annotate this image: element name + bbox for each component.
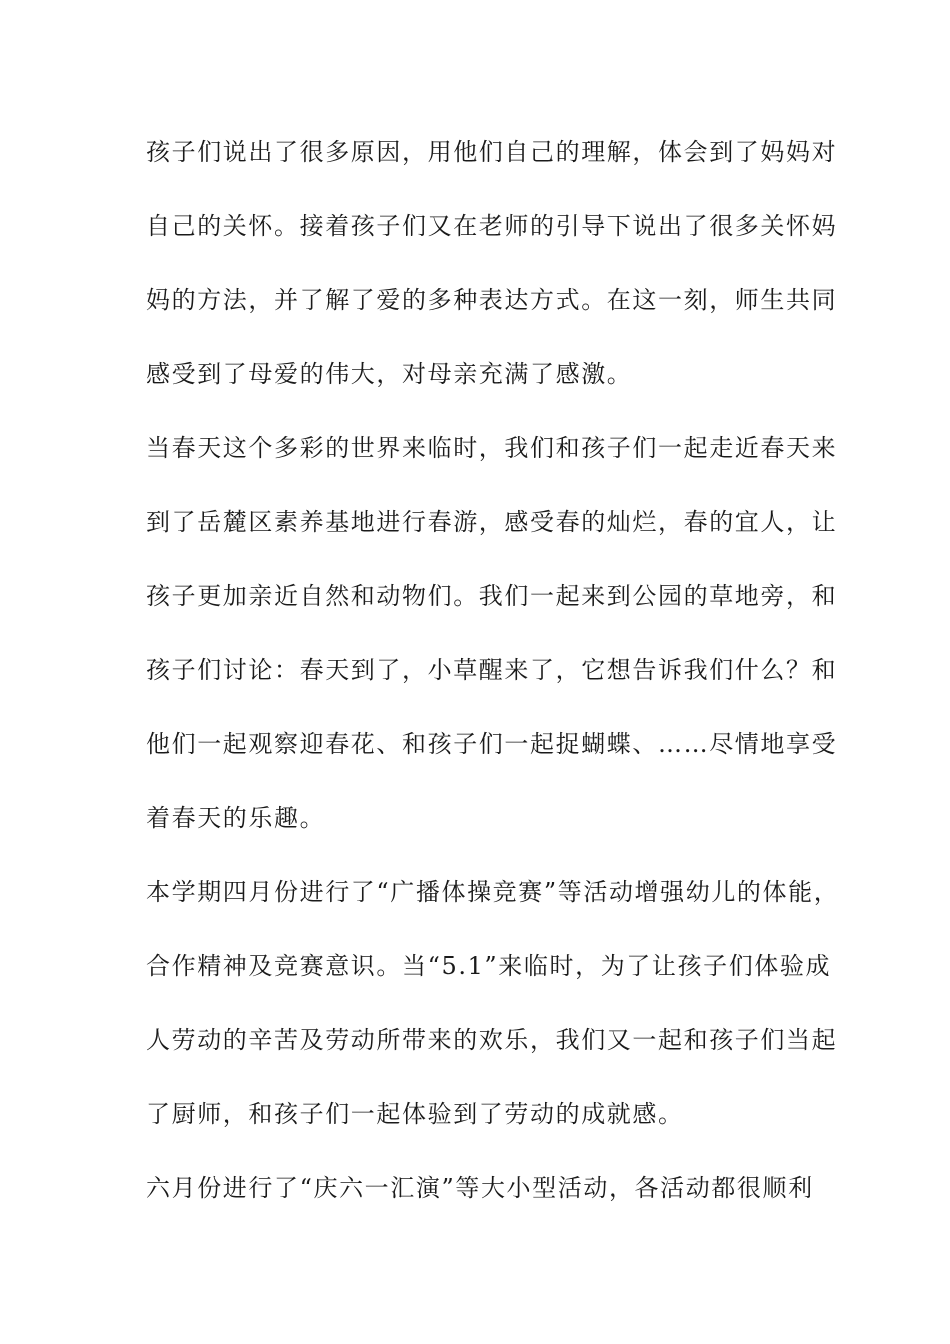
text-line: 孩子更加亲近自然和动物们。我们一起来到公园的草地旁，和 [146, 582, 838, 610]
text-line: 了厨师，和孩子们一起体验到了劳动的成就感。 [146, 1100, 684, 1128]
text-line: 孩子们讨论：春天到了，小草醒来了，它想告诉我们什么？和 [146, 656, 838, 684]
text-line: 人劳动的辛苦及劳动所带来的欢乐，我们又一起和孩子们当起 [146, 1026, 838, 1054]
text-line: 自己的关怀。接着孩子们又在老师的引导下说出了很多关怀妈 [146, 212, 838, 240]
text-line: 孩子们说出了很多原因，用他们自己的理解，体会到了妈妈对 [146, 138, 838, 166]
text-line: 妈的方法，并了解了爱的多种表达方式。在这一刻，师生共同 [146, 286, 838, 314]
text-line: 六月份进行了“庆六一汇演”等大小型活动，各活动都很顺利 [146, 1174, 814, 1202]
text-line: 合作精神及竞赛意识。当“5.1”来临时，为了让孩子们体验成 [146, 952, 832, 980]
text-line: 感受到了母爱的伟大，对母亲充满了感激。 [146, 360, 633, 388]
text-line: 到了岳麓区素养基地进行春游，感受春的灿烂，春的宜人，让 [146, 508, 838, 536]
text-line: 当春天这个多彩的世界来临时，我们和孩子们一起走近春天来 [146, 434, 838, 462]
text-line: 本学期四月份进行了“广播体操竞赛”等活动增强幼儿的体能， [146, 878, 840, 906]
text-line: 他们一起观察迎春花、和孩子们一起捉蝴蝶、……尽情地享受 [146, 730, 838, 758]
text-line: 着春天的乐趣。 [146, 804, 326, 832]
